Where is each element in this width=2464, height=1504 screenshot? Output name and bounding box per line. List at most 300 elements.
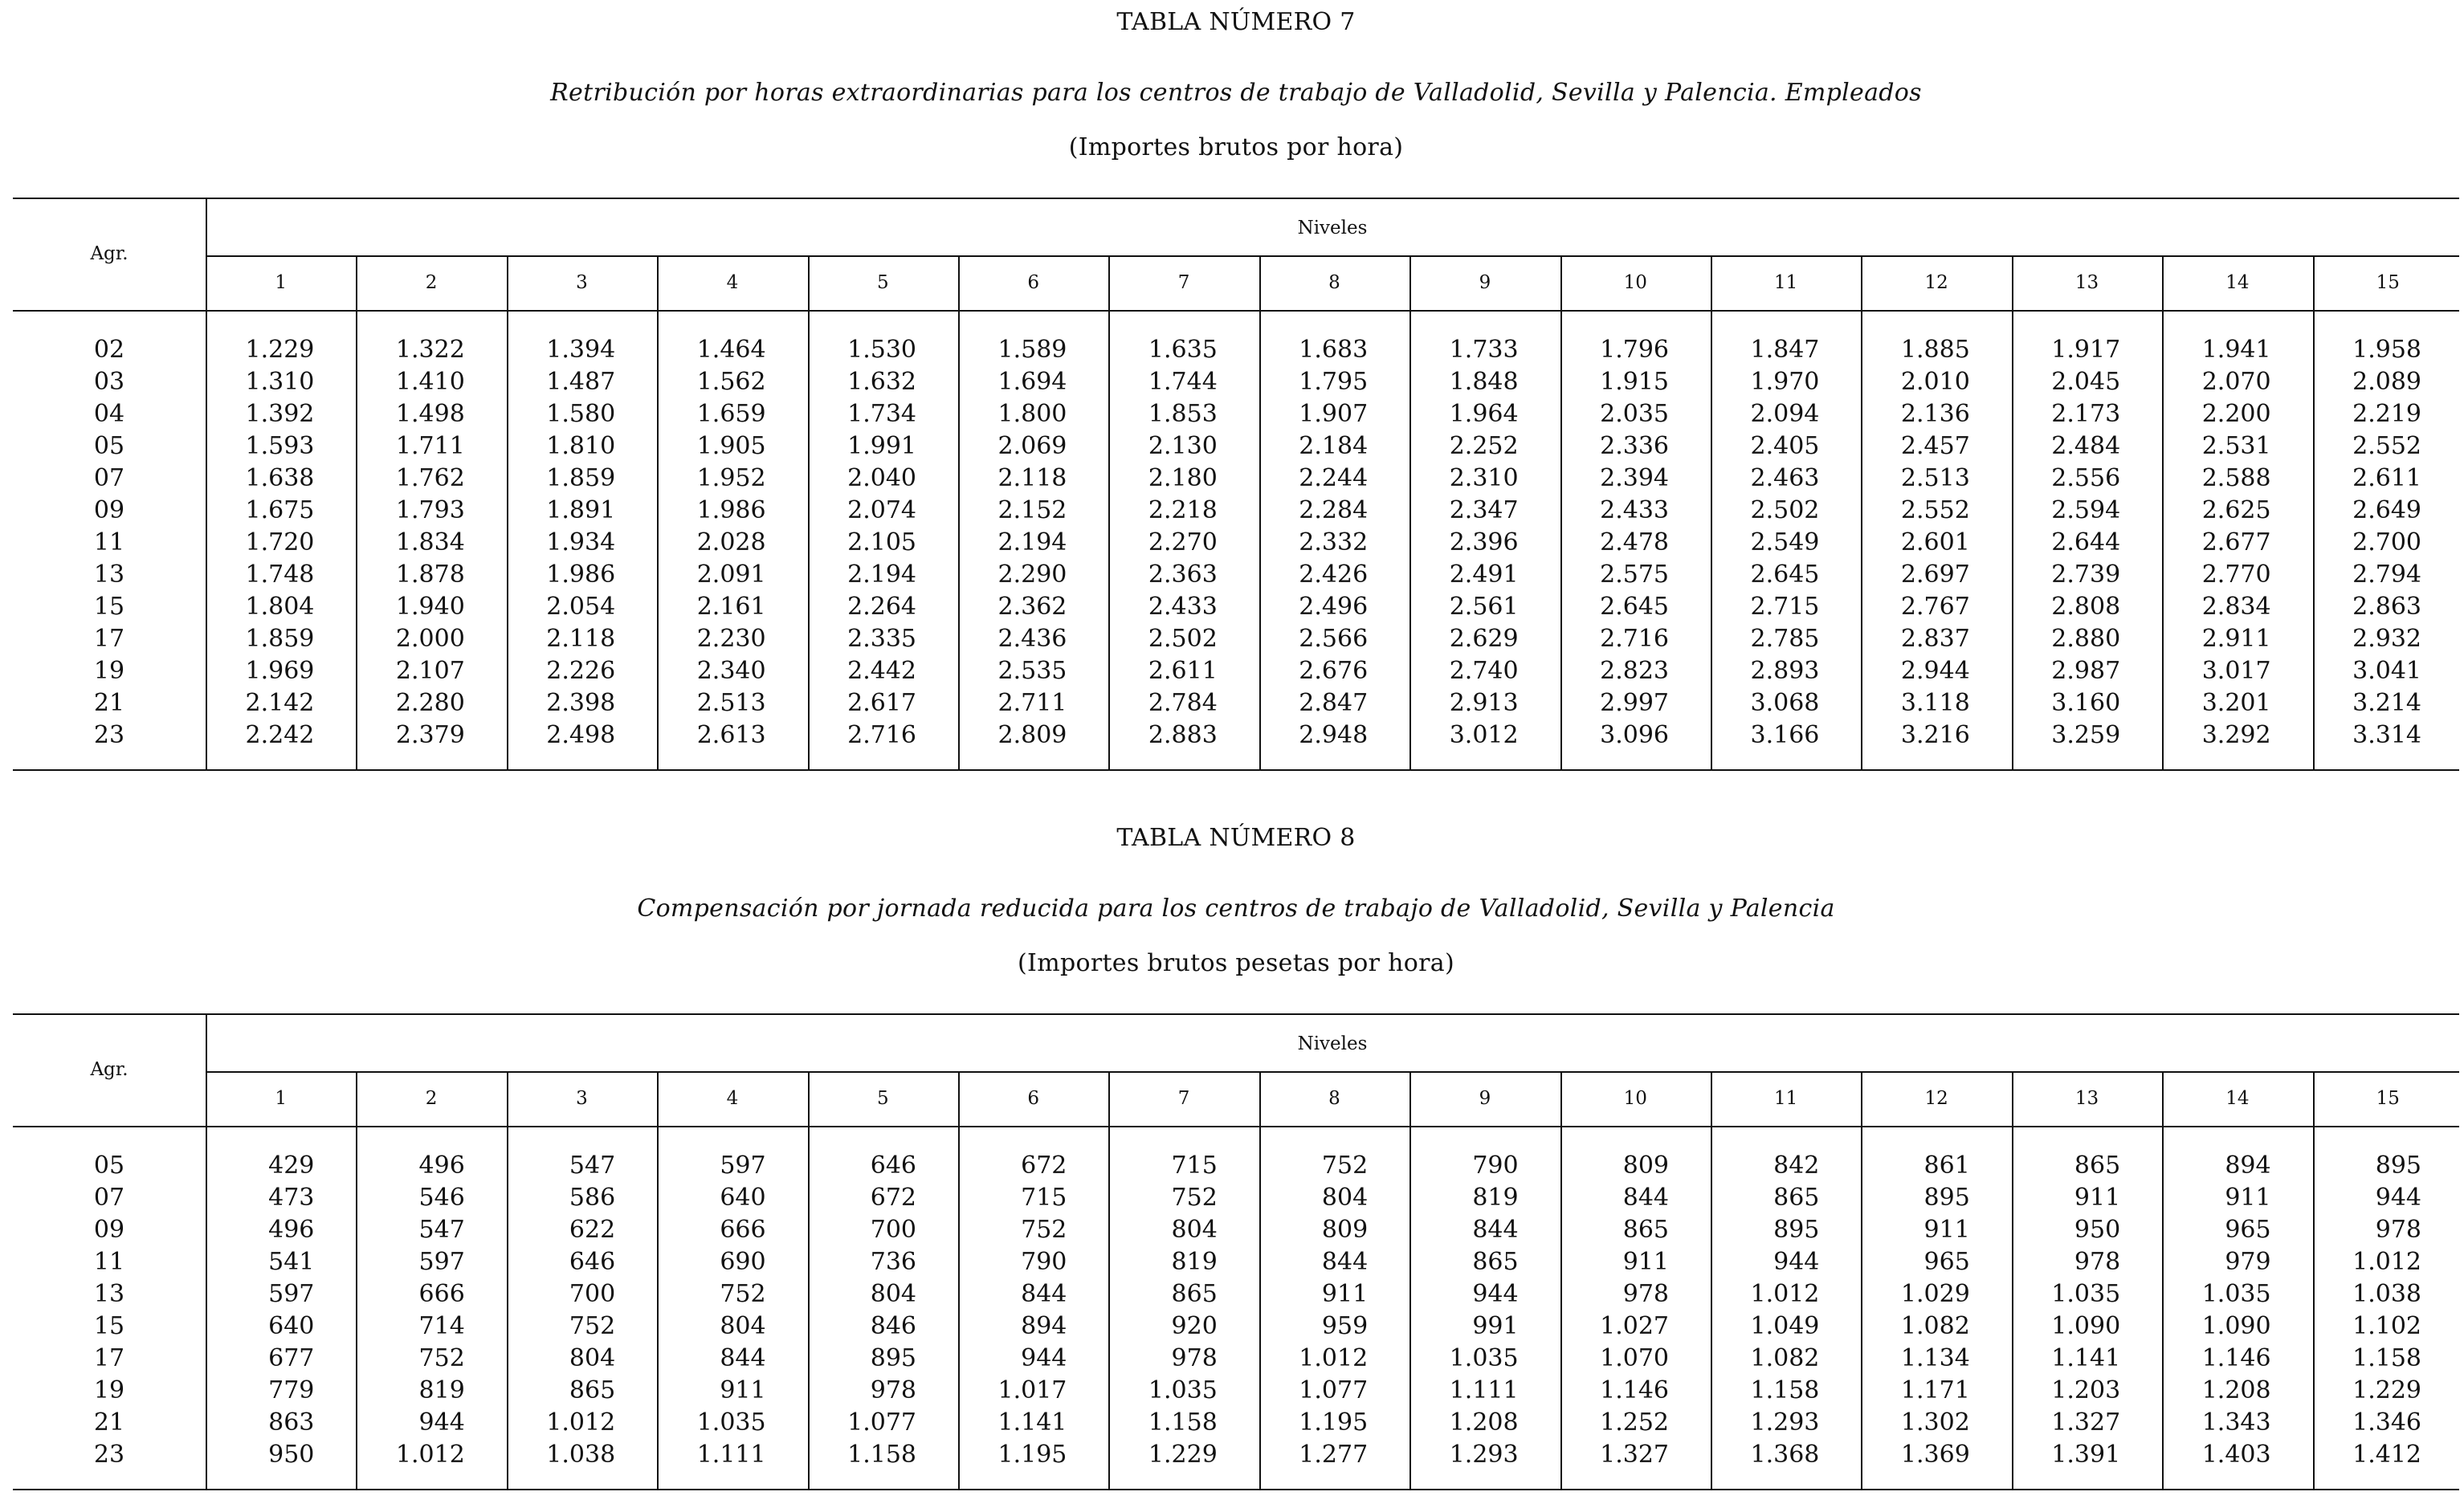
table-title: TABLA NÚMERO 7 <box>1116 8 1356 36</box>
level-header: 5 <box>876 272 889 293</box>
value-cell: 2.091 <box>696 560 766 589</box>
value-cell: 1.012 <box>1299 1344 1369 1372</box>
value-cell: 911 <box>2225 1184 2271 1212</box>
level-header: 1 <box>275 1088 288 1109</box>
value-cell: 2.094 <box>1750 400 1820 428</box>
value-cell: 1.111 <box>696 1441 766 1469</box>
value-cell: 2.069 <box>997 432 1067 460</box>
value-cell: 2.911 <box>2201 625 2271 653</box>
value-cell: 1.012 <box>395 1441 465 1469</box>
data-table <box>13 1013 2459 1490</box>
value-cell: 1.410 <box>395 368 465 396</box>
level-header: 11 <box>1774 272 1798 293</box>
value-cell: 1.632 <box>847 368 916 396</box>
value-cell: 1.800 <box>997 400 1067 428</box>
value-cell: 700 <box>569 1280 616 1308</box>
value-cell: 1.293 <box>1449 1441 1519 1469</box>
value-cell: 2.715 <box>1750 593 1820 621</box>
table-bottom-rule <box>13 769 2459 771</box>
value-cell: 865 <box>569 1376 616 1404</box>
value-cell: 1.970 <box>1750 368 1820 396</box>
value-cell: 2.035 <box>1600 400 1669 428</box>
value-cell: 911 <box>1923 1216 1970 1244</box>
value-cell: 819 <box>1472 1184 1519 1212</box>
table-title: TABLA NÚMERO 8 <box>1116 824 1356 852</box>
value-cell: 2.394 <box>1600 464 1669 492</box>
value-cell: 2.739 <box>2051 560 2121 589</box>
level-header: 7 <box>1177 272 1190 293</box>
value-cell: 2.784 <box>1148 689 1218 717</box>
value-cell: 1.203 <box>2051 1376 2121 1404</box>
value-cell: 1.090 <box>2201 1312 2271 1340</box>
value-cell: 1.762 <box>395 464 465 492</box>
agr-cell: 02 <box>93 336 125 364</box>
value-cell: 944 <box>1021 1344 1067 1372</box>
value-cell: 894 <box>1021 1312 1067 1340</box>
value-cell: 3.041 <box>2352 657 2421 685</box>
value-cell: 2.130 <box>1148 432 1218 460</box>
table-top-rule <box>13 198 2459 199</box>
value-cell: 3.259 <box>2051 721 2121 749</box>
value-cell: 1.934 <box>546 528 616 556</box>
value-cell: 2.457 <box>1900 432 1970 460</box>
value-cell: 2.152 <box>997 496 1067 524</box>
value-cell: 1.327 <box>1600 1441 1669 1469</box>
agr-cell: 23 <box>93 1441 125 1469</box>
niveles-rule <box>206 255 2459 257</box>
value-cell: 1.082 <box>1750 1344 1820 1372</box>
value-cell: 3.096 <box>1600 721 1669 749</box>
value-cell: 1.810 <box>546 432 616 460</box>
value-cell: 809 <box>1321 1216 1369 1244</box>
value-cell: 3.214 <box>2352 689 2421 717</box>
value-cell: 1.734 <box>847 400 916 428</box>
value-cell: 677 <box>268 1344 315 1372</box>
value-cell: 2.611 <box>1148 657 1218 685</box>
value-cell: 1.017 <box>997 1376 1067 1404</box>
value-cell: 2.332 <box>1299 528 1369 556</box>
value-cell: 846 <box>870 1312 916 1340</box>
level-header: 13 <box>2074 1088 2099 1109</box>
value-cell: 1.027 <box>1600 1312 1669 1340</box>
value-cell: 2.270 <box>1148 528 1218 556</box>
value-cell: 3.166 <box>1750 721 1820 749</box>
value-cell: 1.077 <box>1299 1376 1369 1404</box>
value-cell: 2.944 <box>1900 657 1970 685</box>
value-cell: 2.230 <box>696 625 766 653</box>
value-cell: 2.711 <box>997 689 1067 717</box>
value-cell: 865 <box>1472 1248 1519 1276</box>
value-cell: 895 <box>1773 1216 1820 1244</box>
agr-cell: 21 <box>93 1408 125 1437</box>
value-cell: 1.986 <box>546 560 616 589</box>
value-cell: 2.948 <box>1299 721 1369 749</box>
value-cell: 944 <box>1472 1280 1519 1308</box>
agr-cell: 11 <box>93 528 125 556</box>
level-header: 3 <box>576 1088 588 1109</box>
value-cell: 844 <box>1321 1248 1369 1276</box>
value-cell: 1.915 <box>1600 368 1669 396</box>
level-header: 3 <box>576 272 588 293</box>
value-cell: 1.638 <box>245 464 315 492</box>
value-cell: 2.987 <box>2051 657 2121 685</box>
level-header: 4 <box>726 272 739 293</box>
value-cell: 911 <box>2074 1184 2121 1212</box>
value-cell: 2.588 <box>2201 464 2271 492</box>
value-cell: 804 <box>1321 1184 1369 1212</box>
level-header: 7 <box>1177 1088 1190 1109</box>
value-cell: 2.244 <box>1299 464 1369 492</box>
value-cell: 2.997 <box>1600 689 1669 717</box>
level-header: 9 <box>1479 1088 1491 1109</box>
value-cell: 3.216 <box>1900 721 1970 749</box>
value-cell: 1.635 <box>1148 336 1218 364</box>
value-cell: 2.362 <box>997 593 1067 621</box>
value-cell: 1.796 <box>1600 336 1669 364</box>
value-cell: 2.194 <box>847 560 916 589</box>
value-cell: 1.394 <box>546 336 616 364</box>
value-cell: 3.314 <box>2352 721 2421 749</box>
value-cell: 2.074 <box>847 496 916 524</box>
value-cell: 1.310 <box>245 368 315 396</box>
value-cell: 2.794 <box>2352 560 2421 589</box>
value-cell: 2.161 <box>696 593 766 621</box>
value-cell: 2.645 <box>1750 560 1820 589</box>
value-cell: 1.498 <box>395 400 465 428</box>
value-cell: 1.038 <box>546 1441 616 1469</box>
level-header: 13 <box>2074 272 2099 293</box>
value-cell: 2.363 <box>1148 560 1218 589</box>
value-cell: 1.035 <box>2201 1280 2271 1308</box>
value-cell: 736 <box>870 1248 916 1276</box>
value-cell: 1.391 <box>2051 1441 2121 1469</box>
value-cell: 1.146 <box>1600 1376 1669 1404</box>
value-cell: 2.310 <box>1449 464 1519 492</box>
level-header: 6 <box>1027 1088 1040 1109</box>
value-cell: 2.613 <box>696 721 766 749</box>
value-cell: 1.090 <box>2051 1312 2121 1340</box>
value-cell: 1.562 <box>696 368 766 396</box>
value-cell: 804 <box>1171 1216 1218 1244</box>
level-header: 5 <box>876 1088 889 1109</box>
value-cell: 1.343 <box>2201 1408 2271 1437</box>
value-cell: 2.118 <box>546 625 616 653</box>
agr-cell: 15 <box>93 1312 125 1340</box>
value-cell: 473 <box>268 1184 315 1212</box>
value-cell: 2.785 <box>1750 625 1820 653</box>
agr-cell: 07 <box>93 1184 125 1212</box>
value-cell: 2.105 <box>847 528 916 556</box>
value-cell: 944 <box>1773 1248 1820 1276</box>
value-cell: 2.883 <box>1148 721 1218 749</box>
level-header: 4 <box>726 1088 739 1109</box>
value-cell: 2.142 <box>245 689 315 717</box>
value-cell: 2.932 <box>2352 625 2421 653</box>
value-cell: 547 <box>418 1216 465 1244</box>
value-cell: 3.201 <box>2201 689 2271 717</box>
value-cell: 1.346 <box>2352 1408 2421 1437</box>
value-cell: 1.049 <box>1750 1312 1820 1340</box>
value-cell: 865 <box>1773 1184 1820 1212</box>
value-cell: 2.040 <box>847 464 916 492</box>
value-cell: 804 <box>720 1312 766 1340</box>
value-cell: 1.859 <box>245 625 315 653</box>
value-cell: 865 <box>2074 1151 2121 1180</box>
agr-cell: 07 <box>93 464 125 492</box>
value-cell: 944 <box>418 1408 465 1437</box>
value-cell: 2.335 <box>847 625 916 653</box>
level-header: 2 <box>425 272 438 293</box>
value-cell: 2.226 <box>546 657 616 685</box>
value-cell: 1.580 <box>546 400 616 428</box>
value-cell: 1.038 <box>2352 1280 2421 1308</box>
value-cell: 944 <box>2375 1184 2421 1212</box>
value-cell: 844 <box>720 1344 766 1372</box>
value-cell: 714 <box>418 1312 465 1340</box>
value-cell: 2.808 <box>2051 593 2121 621</box>
value-cell: 1.748 <box>245 560 315 589</box>
value-cell: 978 <box>1622 1280 1669 1308</box>
table-subtitle: Retribución por horas extraordinarias para los centros de trabajo de Valladolid, Sevilla y Palencia. Empleados <box>550 79 1922 107</box>
value-cell: 1.029 <box>1900 1280 1970 1308</box>
value-cell: 2.194 <box>997 528 1067 556</box>
level-header: 12 <box>1924 1088 1948 1109</box>
value-cell: 2.442 <box>847 657 916 685</box>
value-cell: 2.716 <box>1600 625 1669 653</box>
table-units: (Importes brutos por hora) <box>1068 133 1404 161</box>
value-cell: 2.502 <box>1148 625 1218 653</box>
value-cell: 2.617 <box>847 689 916 717</box>
value-cell: 1.158 <box>1148 1408 1218 1437</box>
value-cell: 2.054 <box>546 593 616 621</box>
value-cell: 2.913 <box>1449 689 1519 717</box>
table-units: (Importes brutos pesetas por hora) <box>1018 949 1454 977</box>
value-cell: 2.629 <box>1449 625 1519 653</box>
value-cell: 819 <box>418 1376 465 1404</box>
value-cell: 640 <box>720 1184 766 1212</box>
value-cell: 790 <box>1472 1151 1519 1180</box>
value-cell: 2.552 <box>2352 432 2421 460</box>
value-cell: 2.556 <box>2051 464 2121 492</box>
value-cell: 1.683 <box>1299 336 1369 364</box>
value-cell: 1.195 <box>997 1441 1067 1469</box>
value-cell: 2.028 <box>696 528 766 556</box>
value-cell: 2.677 <box>2201 528 2271 556</box>
value-cell: 586 <box>569 1184 616 1212</box>
value-cell: 1.795 <box>1299 368 1369 396</box>
value-cell: 979 <box>2225 1248 2271 1276</box>
value-cell: 666 <box>720 1216 766 1244</box>
value-cell: 541 <box>268 1248 315 1276</box>
value-cell: 2.180 <box>1148 464 1218 492</box>
agr-cell: 04 <box>93 400 125 428</box>
level-header: 10 <box>1623 1088 1647 1109</box>
level-header: 8 <box>1328 1088 1340 1109</box>
value-cell: 672 <box>870 1184 916 1212</box>
value-cell: 2.433 <box>1600 496 1669 524</box>
table-top-rule <box>13 1013 2459 1015</box>
value-cell: 865 <box>1622 1216 1669 1244</box>
value-cell: 1.146 <box>2201 1344 2271 1372</box>
value-cell: 1.141 <box>997 1408 1067 1437</box>
value-cell: 3.160 <box>2051 689 2121 717</box>
value-cell: 1.322 <box>395 336 465 364</box>
value-cell: 3.292 <box>2201 721 2271 749</box>
value-cell: 804 <box>569 1344 616 1372</box>
value-cell: 1.012 <box>546 1408 616 1437</box>
value-cell: 1.793 <box>395 496 465 524</box>
value-cell: 1.171 <box>1900 1376 1970 1404</box>
value-cell: 863 <box>268 1408 315 1437</box>
value-cell: 2.740 <box>1449 657 1519 685</box>
value-cell: 1.907 <box>1299 400 1369 428</box>
agr-cell: 21 <box>93 689 125 717</box>
value-cell: 666 <box>418 1280 465 1308</box>
value-cell: 700 <box>870 1216 916 1244</box>
value-cell: 2.649 <box>2352 496 2421 524</box>
value-cell: 1.035 <box>1449 1344 1519 1372</box>
value-cell: 646 <box>870 1151 916 1180</box>
value-cell: 2.398 <box>546 689 616 717</box>
value-cell: 978 <box>1171 1344 1218 1372</box>
value-cell: 2.136 <box>1900 400 1970 428</box>
value-cell: 2.045 <box>2051 368 2121 396</box>
value-cell: 1.195 <box>1299 1408 1369 1437</box>
value-cell: 911 <box>1321 1280 1369 1308</box>
value-cell: 1.012 <box>1750 1280 1820 1308</box>
value-cell: 1.659 <box>696 400 766 428</box>
value-cell: 2.336 <box>1600 432 1669 460</box>
value-cell: 1.986 <box>696 496 766 524</box>
value-cell: 2.184 <box>1299 432 1369 460</box>
value-cell: 1.102 <box>2352 1312 2421 1340</box>
value-cell: 2.000 <box>395 625 465 653</box>
value-cell: 1.958 <box>2352 336 2421 364</box>
agr-cell: 05 <box>93 1151 125 1180</box>
table-bottom-rule <box>13 1489 2459 1490</box>
value-cell: 1.885 <box>1900 336 1970 364</box>
value-cell: 1.293 <box>1750 1408 1820 1437</box>
value-cell: 2.823 <box>1600 657 1669 685</box>
value-cell: 920 <box>1171 1312 1218 1340</box>
value-cell: 1.229 <box>1148 1441 1218 1469</box>
value-cell: 2.700 <box>2352 528 2421 556</box>
value-cell: 1.012 <box>2352 1248 2421 1276</box>
value-cell: 1.941 <box>2201 336 2271 364</box>
level-header: 14 <box>2225 1088 2250 1109</box>
value-cell: 978 <box>2074 1248 2121 1276</box>
value-cell: 752 <box>1321 1151 1369 1180</box>
value-cell: 895 <box>870 1344 916 1372</box>
value-cell: 752 <box>569 1312 616 1340</box>
value-cell: 1.403 <box>2201 1441 2271 1469</box>
agr-cell: 13 <box>93 1280 125 1308</box>
value-cell: 2.200 <box>2201 400 2271 428</box>
value-cell: 1.070 <box>1600 1344 1669 1372</box>
value-cell: 1.940 <box>395 593 465 621</box>
value-cell: 2.611 <box>2352 464 2421 492</box>
value-cell: 1.111 <box>1449 1376 1519 1404</box>
value-cell: 2.676 <box>1299 657 1369 685</box>
value-cell: 895 <box>2375 1151 2421 1180</box>
level-header: 1 <box>275 272 288 293</box>
value-cell: 911 <box>720 1376 766 1404</box>
level-header: 2 <box>425 1088 438 1109</box>
value-cell: 1.392 <box>245 400 315 428</box>
value-cell: 2.549 <box>1750 528 1820 556</box>
level-header: 15 <box>2376 1088 2400 1109</box>
value-cell: 2.513 <box>696 689 766 717</box>
value-cell: 2.561 <box>1449 593 1519 621</box>
value-cell: 2.625 <box>2201 496 2271 524</box>
value-cell: 1.675 <box>245 496 315 524</box>
value-cell: 1.158 <box>1750 1376 1820 1404</box>
value-cell: 2.770 <box>2201 560 2271 589</box>
value-cell: 1.252 <box>1600 1408 1669 1437</box>
value-cell: 1.744 <box>1148 368 1218 396</box>
value-cell: 752 <box>1171 1184 1218 1212</box>
value-cell: 2.552 <box>1900 496 1970 524</box>
value-cell: 597 <box>268 1280 315 1308</box>
value-cell: 1.158 <box>847 1441 916 1469</box>
value-cell: 2.697 <box>1900 560 1970 589</box>
value-cell: 2.575 <box>1600 560 1669 589</box>
value-cell: 597 <box>720 1151 766 1180</box>
level-header: 14 <box>2225 272 2250 293</box>
value-cell: 2.379 <box>395 721 465 749</box>
value-cell: 1.878 <box>395 560 465 589</box>
value-cell: 804 <box>870 1280 916 1308</box>
value-cell: 965 <box>1923 1248 1970 1276</box>
value-cell: 1.917 <box>2051 336 2121 364</box>
value-cell: 2.893 <box>1750 657 1820 685</box>
level-header: 12 <box>1924 272 1948 293</box>
value-cell: 1.368 <box>1750 1441 1820 1469</box>
value-cell: 1.853 <box>1148 400 1218 428</box>
level-header: 11 <box>1774 1088 1798 1109</box>
value-cell: 1.859 <box>546 464 616 492</box>
value-cell: 1.277 <box>1299 1441 1369 1469</box>
value-cell: 842 <box>1773 1151 1820 1180</box>
value-cell: 752 <box>1021 1216 1067 1244</box>
value-cell: 809 <box>1622 1151 1669 1180</box>
value-cell: 2.264 <box>847 593 916 621</box>
value-cell: 894 <box>2225 1151 2271 1180</box>
value-cell: 2.767 <box>1900 593 1970 621</box>
agr-cell: 15 <box>93 593 125 621</box>
value-cell: 3.068 <box>1750 689 1820 717</box>
value-cell: 3.012 <box>1449 721 1519 749</box>
value-cell: 2.219 <box>2352 400 2421 428</box>
value-cell: 2.484 <box>2051 432 2121 460</box>
value-cell: 1.412 <box>2352 1441 2421 1469</box>
value-cell: 2.478 <box>1600 528 1669 556</box>
value-cell: 2.496 <box>1299 593 1369 621</box>
value-cell: 1.847 <box>1750 336 1820 364</box>
value-cell: 2.010 <box>1900 368 1970 396</box>
value-cell: 1.487 <box>546 368 616 396</box>
value-cell: 779 <box>268 1376 315 1404</box>
value-cell: 1.208 <box>1449 1408 1519 1437</box>
value-cell: 672 <box>1021 1151 1067 1180</box>
value-cell: 2.396 <box>1449 528 1519 556</box>
value-cell: 1.593 <box>245 432 315 460</box>
value-cell: 2.070 <box>2201 368 2271 396</box>
agr-cell: 23 <box>93 721 125 749</box>
value-cell: 991 <box>1472 1312 1519 1340</box>
agr-cell: 09 <box>93 496 125 524</box>
value-cell: 3.017 <box>2201 657 2271 685</box>
